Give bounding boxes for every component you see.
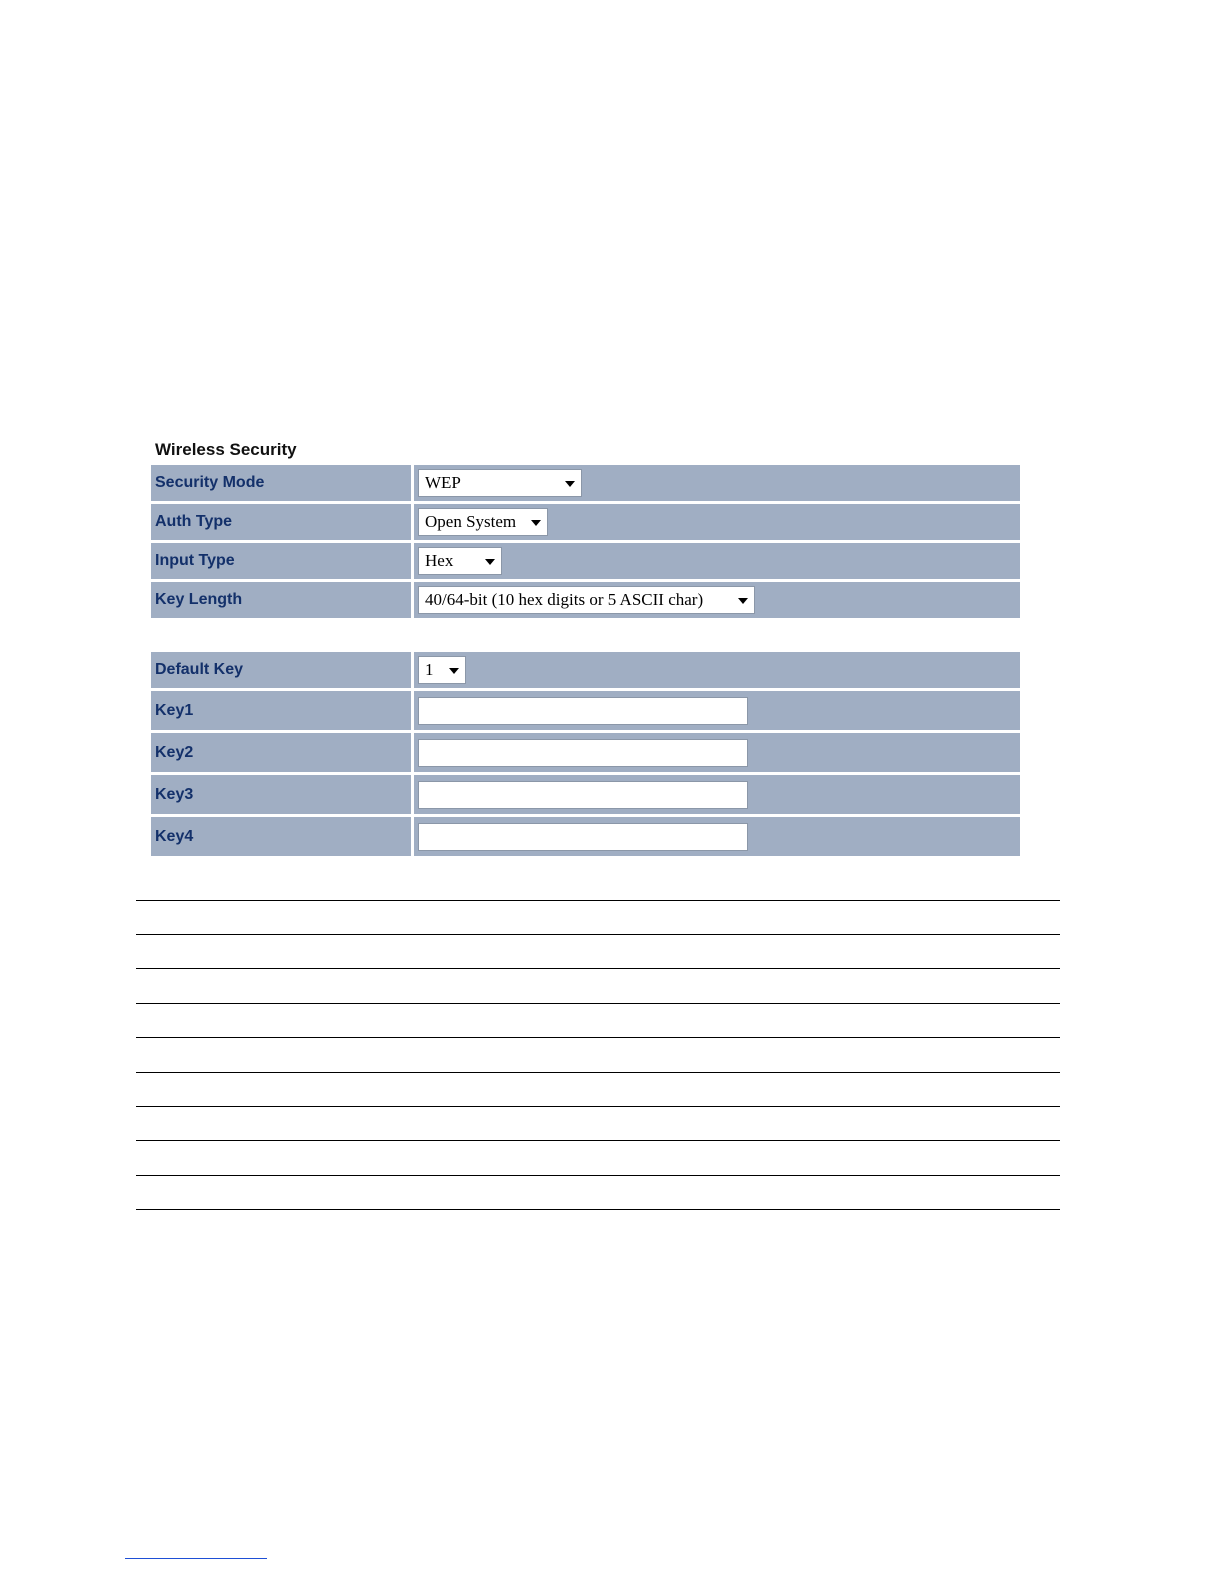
key-length-value: 40/64-bit (10 hex digits or 5 ASCII char) <box>425 590 704 609</box>
table-rule <box>136 900 1060 901</box>
security-mode-value: WEP <box>425 473 461 492</box>
table-rule <box>136 1175 1060 1176</box>
table-rule <box>136 1037 1060 1038</box>
key1-label: Key1 <box>151 691 411 730</box>
chevron-down-icon <box>449 668 459 674</box>
key1-input[interactable] <box>418 697 748 725</box>
security-mode-select[interactable] <box>418 469 582 497</box>
footer-link-underline <box>125 1558 267 1559</box>
auth-type-value: Open System <box>425 512 517 531</box>
key1-row <box>151 691 1020 730</box>
chevron-down-icon <box>565 481 575 487</box>
section-title: Wireless Security <box>155 440 297 459</box>
key2-row <box>151 733 1020 772</box>
chevron-down-icon <box>738 598 748 604</box>
default-key-label: Default Key <box>151 652 411 688</box>
key-length-label: Key Length <box>151 582 411 618</box>
security-settings-table <box>151 465 1020 621</box>
key3-row <box>151 775 1020 814</box>
auth-type-row <box>151 504 1020 540</box>
security-mode-row <box>151 465 1020 501</box>
key4-label: Key4 <box>151 817 411 856</box>
table-rule <box>136 1106 1060 1107</box>
table-rule <box>136 1140 1060 1141</box>
key2-input[interactable] <box>418 739 748 767</box>
security-mode-label: Security Mode <box>151 465 411 501</box>
auth-type-label: Auth Type <box>151 504 411 540</box>
auth-type-select[interactable] <box>418 508 548 536</box>
key3-label: Key3 <box>151 775 411 814</box>
chevron-down-icon <box>531 520 541 526</box>
wep-keys-table <box>151 652 1020 859</box>
input-type-value: Hex <box>425 551 454 570</box>
table-rule <box>136 1072 1060 1073</box>
default-key-value: 1 <box>425 660 434 679</box>
default-key-select[interactable] <box>418 656 466 684</box>
input-type-select[interactable] <box>418 547 502 575</box>
key4-input[interactable] <box>418 823 748 851</box>
input-type-row <box>151 543 1020 579</box>
default-key-row <box>151 652 1020 688</box>
chevron-down-icon <box>485 559 495 565</box>
table-rule <box>136 934 1060 935</box>
input-type-label: Input Type <box>151 543 411 579</box>
table-rule <box>136 1209 1060 1210</box>
key-length-select[interactable] <box>418 586 755 614</box>
table-rule <box>136 1003 1060 1004</box>
key2-label: Key2 <box>151 733 411 772</box>
key3-input[interactable] <box>418 781 748 809</box>
table-rule <box>136 968 1060 969</box>
key-length-row <box>151 582 1020 618</box>
key4-row <box>151 817 1020 856</box>
